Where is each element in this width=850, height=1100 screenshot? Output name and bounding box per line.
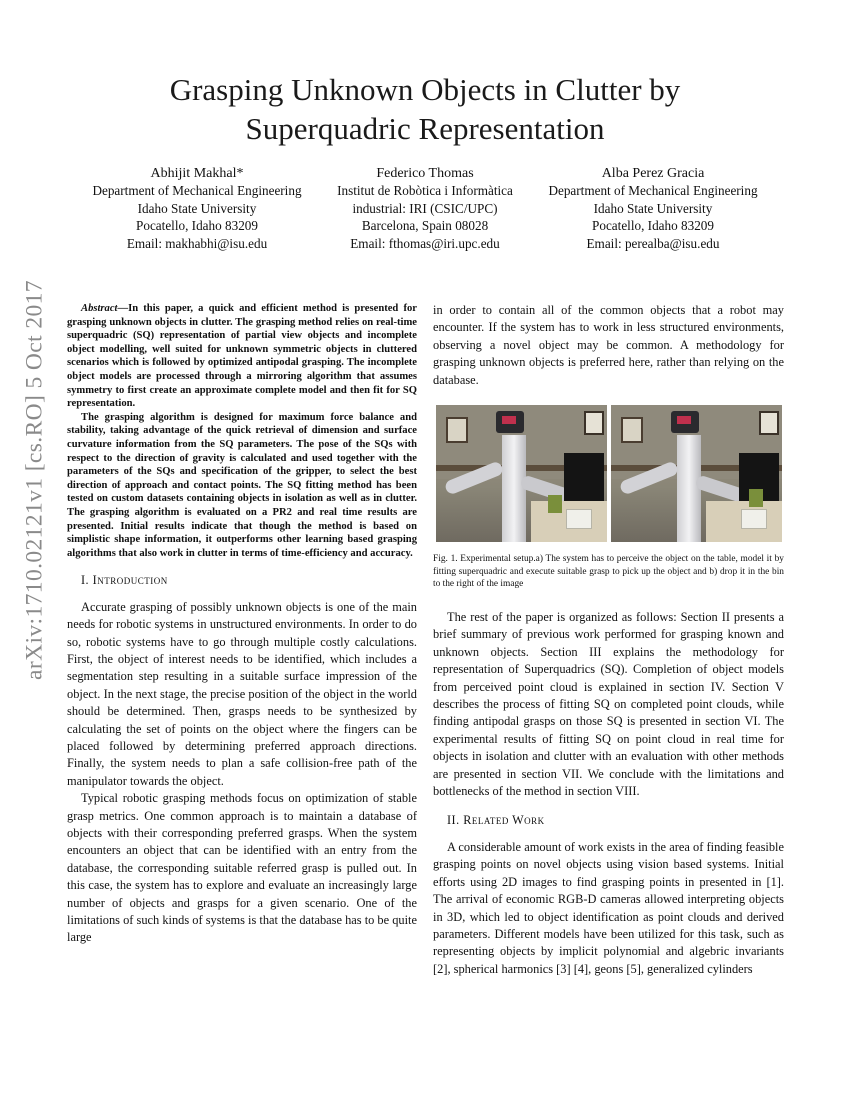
author-block-2 — [312, 165, 538, 252]
author-email: Email: makhabhi@isu.edu — [126, 235, 268, 251]
author-dept: Department of Mechanical Engineering — [548, 183, 758, 199]
author-email: Email: fthomas@iri.upc.edu — [350, 235, 500, 251]
author-addr: Pocatello, Idaho 83209 — [136, 218, 258, 234]
figure-photo-a — [436, 405, 607, 542]
author-name: Alba Perez Gracia — [601, 166, 705, 181]
left-column — [67, 302, 417, 947]
title-line-2: Superquadric Representation — [245, 111, 605, 146]
paper-title — [60, 70, 790, 148]
author-inst: industrial: IRI (CSIC/UPC) — [352, 200, 498, 216]
author-addr: Barcelona, Spain 08028 — [361, 218, 489, 234]
intro-paragraph-1: Accurate grasping of possibly unknown objects is one of the main needs for robotic systems in unstructured environments. In order to do so, robotic systems have to go through multiple costly calculations. First, the object of interest needs to be identified, which includes a segmentation step resulting in a suitable surface impression of the object. In the next stage, the precise position of the object in the world should be determined. Then, grasps needs to be synthesized by calculating the set of points on the object where the fingers can be placed followed by determining preferred approach directions. Finally, the system needs to plan a safe collision-free path of the manipulator towards the object. — [67, 599, 417, 788]
title-line-1: Grasping Unknown Objects in Clutter by — [169, 72, 681, 107]
author-dept: Institut de Robòtica i Informàtica — [337, 183, 513, 199]
abstract-paragraph-2: The grasping algorithm is designed for maximum force balance and stability, taking advantage of the quick retrieval of dimension and surface curvature information from the SQ parameters. The pose of the SQs with respect to the direction of gravity is calculated and used together with the parameters of the SQs and specification of the gripper, to select the best direction of approach and contact points. The SQ fitting method has been tested on custom datasets containing objects in isolation as well as in clutter. The grasping algorithm is evaluated on a PR2 and real time results are presented. Initial results indicate that though the method is based on simplistic shape information, it outperforms other learning based grasping algorithms that also work in clutter in terms of time-efficiency and accuracy. — [67, 411, 417, 559]
right-column-top — [433, 302, 784, 389]
arxiv-stamp — [21, 280, 48, 680]
intro-paragraph-3: The rest of the paper is organized as follows: Section II presents a brief summary of previous work performed for grasping known and unknown objects. Section III explains the methodology for representation of Superquadrics (SQ). Completion of object models from perceived point cloud is explained in section IV. Section V describes the process of fitting SQ on completed point clouds, while finding antipodal grasps on those SQ is presented in section VI. The experimental results of fitting SQ on point cloud in real time for objects in isolation and clutter with an evaluation with other methods are presented in section VII. We conclude with the limitations and bottlenecks of the method in section VIII. — [433, 610, 784, 799]
intro-paragraph-2: Typical robotic grasping methods focus on optimization of stable grasp metrics. One common approach is to maintain a database of objects with their corresponding preferred grasps. When the system encounters an object that can be identified with an entry from the database, the corresponding suitable referred grasp is pulled out. In this case, the system has to explore and evaluate an increasingly large number of objects and grasps for a given scenario. One of the limitations of such kinds of systems is that the database has to be quite large — [67, 791, 417, 945]
author-inst: Idaho State University — [593, 200, 713, 216]
abstract-label: Abstract — [81, 303, 118, 314]
figure-1-caption: Fig. 1. Experimental setup.a) The system has to perceive the object on the table, model it by fitting superquadric and execute suitable grasp to pick up the object and b) drop it in the bin to the right of the image — [433, 554, 784, 590]
author-name: Abhijit Makhal* — [150, 166, 244, 181]
author-block-3 — [524, 165, 782, 252]
section-heading-introduction: I. Introduction — [81, 573, 168, 588]
author-dept: Department of Mechanical Engineering — [92, 183, 302, 199]
figure-photo-b — [611, 405, 782, 542]
related-work-paragraph-1: A considerable amount of work exists in the area of finding feasible grasping points on novel objects using vision based systems. Initial efforts using 2D images to find grasping points in presented in [1]. The arrival of economic RGB-D cameras allowed interpreting objects in 3D, which led to object identification as point clouds and derived parameters. Different models have been utilized for this task, such as representing objects by implicit polynomial and algebric invariants [2], spherical harmonics [3] [4], geons [5], generalized cylinders — [433, 839, 784, 976]
intro-paragraph-2-continued: in order to contain all of the common objects that a robot may encounter. If the system has to work in less structured environments, observing a novel object may be common. A methodology for grasping unknown objects is preferred here, rather than relying on the database. — [433, 303, 784, 387]
arxiv-stamp-text: arXiv:1710.02121v1 [cs.RO] 5 Oct 2017 — [21, 280, 48, 680]
author-name: Federico Thomas — [376, 166, 474, 181]
author-addr: Pocatello, Idaho 83209 — [592, 218, 714, 234]
author-block-1 — [68, 165, 326, 252]
author-email: Email: perealba@isu.edu — [586, 235, 720, 251]
abstract — [67, 302, 417, 560]
right-column-bottom — [433, 609, 784, 978]
section-heading-related-work: II. Related Work — [447, 813, 545, 828]
abstract-paragraph-1: —In this paper, a quick and efficient method is presented for grasping unknown objects in clutter. The grasping method relies on real-time superquadric (SQ) representation of partial view objects and incomplete object modelling, well suited for unknown symmetric objects in cluttered scenarios which is followed by optimized antipodal grasping. The incomplete object models are processed through a mirroring algorithm that assumes symmetry to first create an approximate complete model and then fit for SQ representation. — [67, 303, 417, 410]
author-inst: Idaho State University — [137, 200, 257, 216]
figure-1 — [436, 405, 782, 542]
